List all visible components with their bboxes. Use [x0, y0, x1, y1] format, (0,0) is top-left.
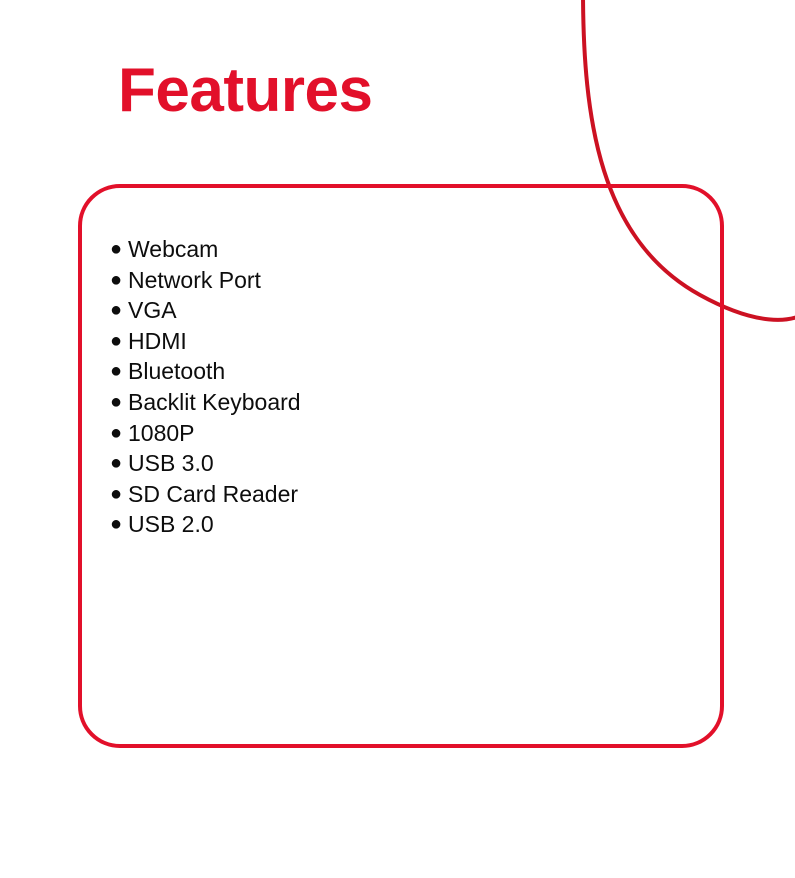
- bullet-icon: ●: [110, 329, 123, 352]
- bullet-icon: ●: [110, 482, 123, 505]
- list-item-label: Webcam: [128, 236, 219, 262]
- list-item: [110, 295, 301, 326]
- list-item-label: Bluetooth: [128, 358, 226, 385]
- list-item-label: USB 3.0: [128, 450, 214, 477]
- list-item-label: VGA: [128, 297, 177, 324]
- list-item: [110, 265, 301, 296]
- bullet-icon: ●: [110, 268, 123, 291]
- list-item-label: USB 2.0: [128, 511, 214, 538]
- bullet-icon: ●: [110, 452, 123, 475]
- list-item: [110, 479, 301, 510]
- list-item-label: HDMI: [128, 327, 187, 354]
- list-item: [110, 448, 301, 479]
- list-item: [110, 418, 301, 449]
- bullet-icon: ●: [110, 360, 123, 383]
- list-item: [110, 234, 301, 265]
- bullet-icon: ●: [110, 299, 123, 322]
- list-item-label: SD Card Reader: [128, 480, 299, 507]
- list-item-label: Network Port: [128, 266, 261, 293]
- list-item: [110, 509, 301, 540]
- bullet-icon: ●: [110, 421, 123, 444]
- features-list: [110, 234, 301, 540]
- list-item: [110, 326, 301, 357]
- bullet-icon: ●: [110, 390, 123, 413]
- list-item-label: Backlit Keyboard: [128, 388, 301, 415]
- bullet-icon: ●: [110, 513, 123, 536]
- bullet-icon: ●: [110, 238, 123, 260]
- list-item: [110, 356, 301, 387]
- page-title: Features: [118, 56, 373, 125]
- list-item: [110, 387, 301, 418]
- list-item-label: 1080P: [128, 419, 195, 446]
